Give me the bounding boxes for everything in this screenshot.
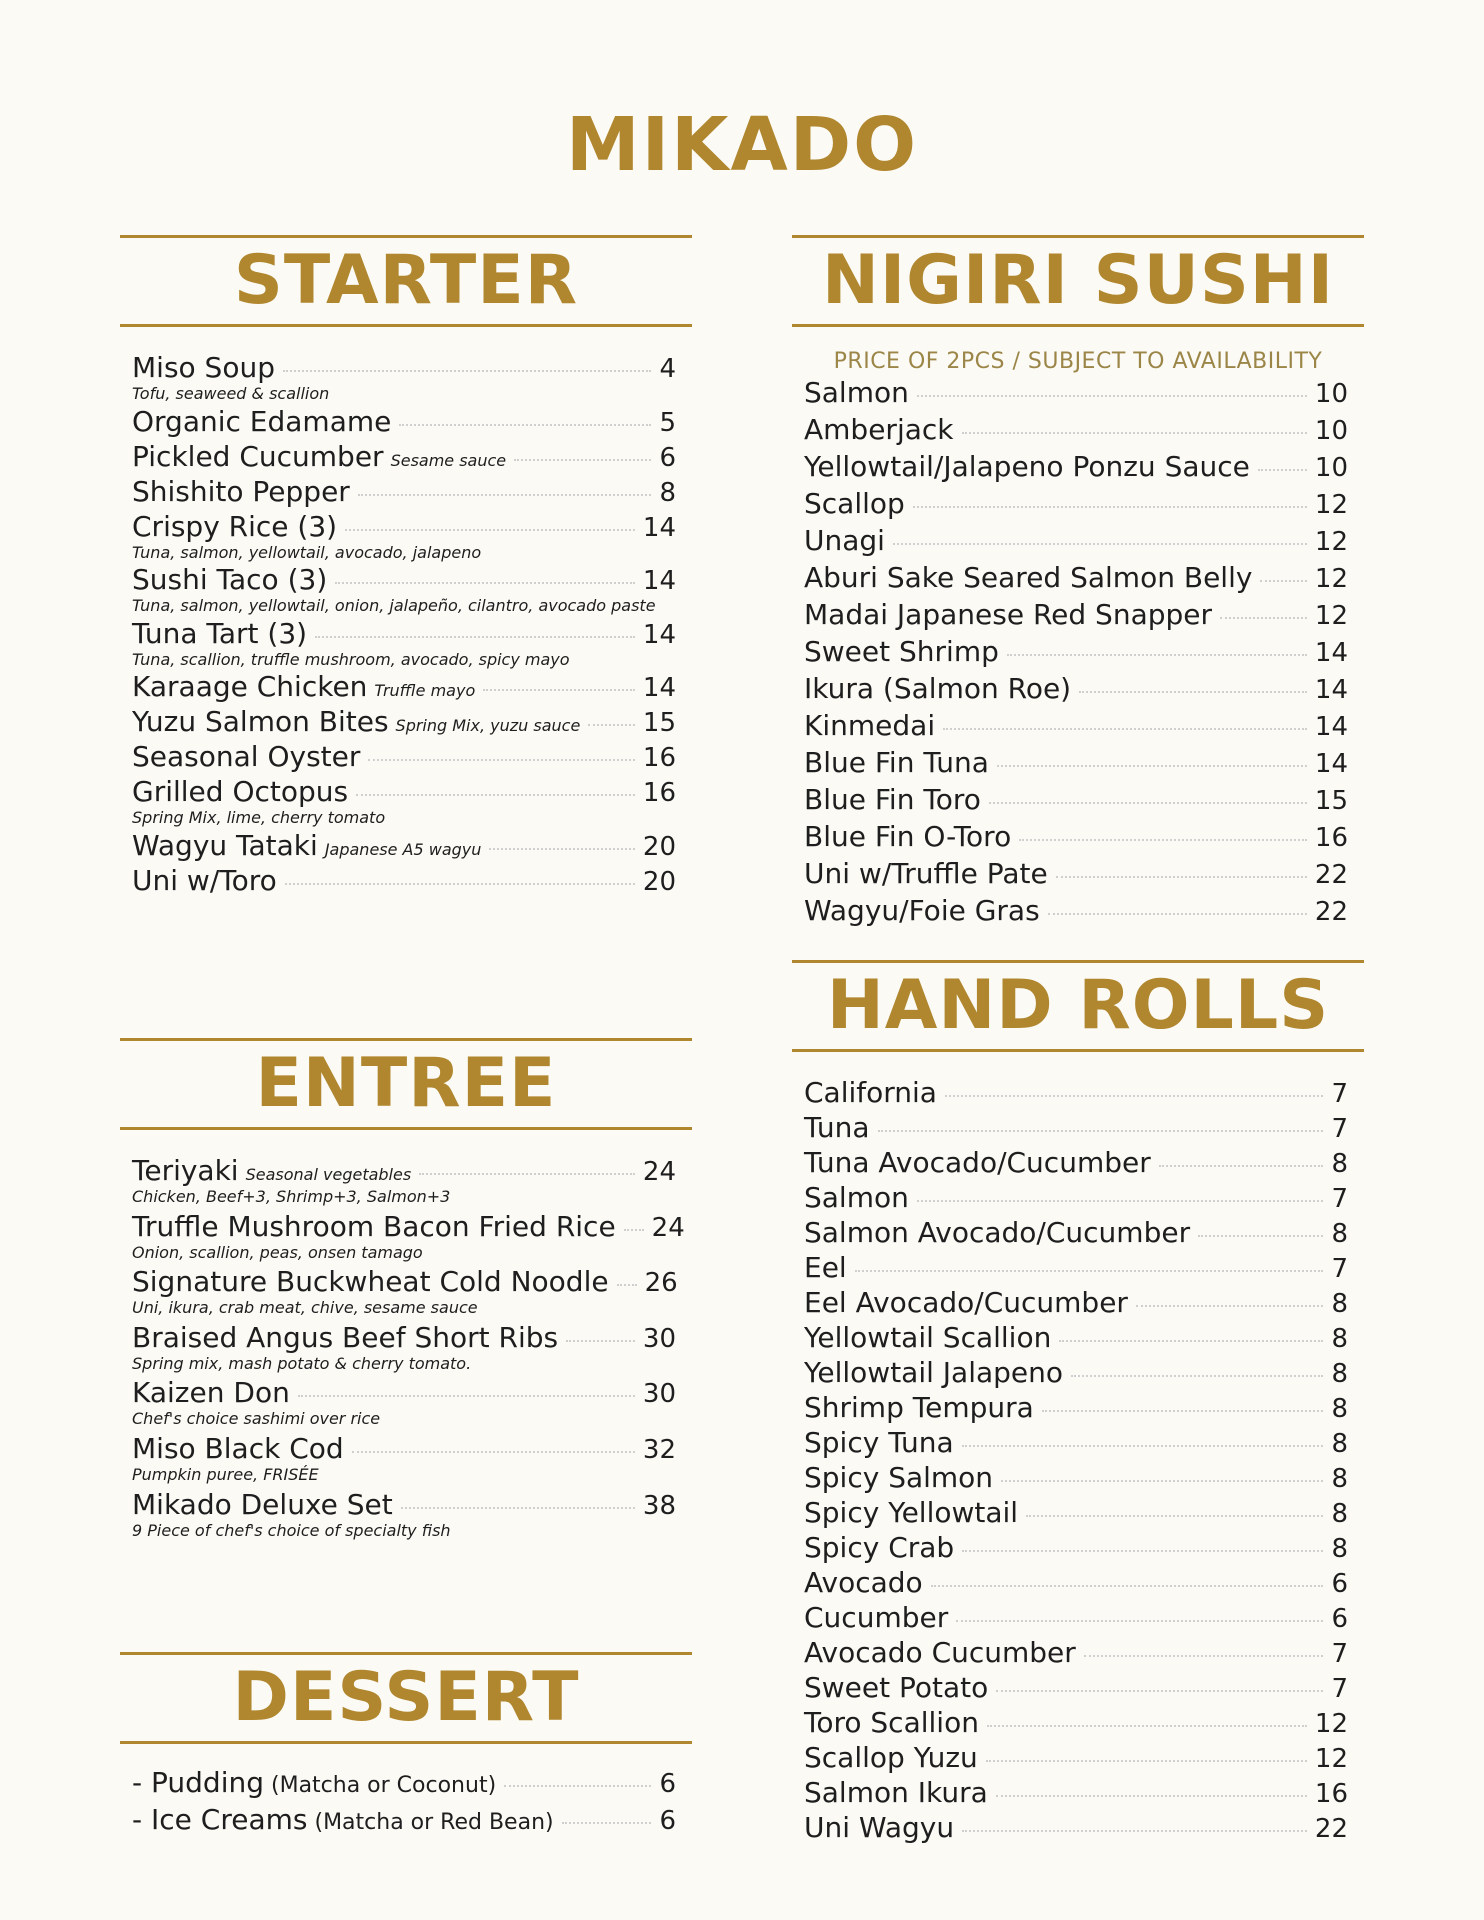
item-price: 6 — [659, 1769, 676, 1799]
item-description: Spring mix, mash potato & cherry tomato. — [132, 1353, 472, 1373]
dot-leader — [962, 1550, 1323, 1552]
dot-leader — [913, 506, 1307, 508]
dot-leader — [1007, 654, 1307, 656]
item-price: 8 — [1331, 1324, 1348, 1354]
dot-leader — [855, 1270, 1324, 1272]
menu-item — [804, 1743, 1348, 1774]
item-description: Tuna, salmon, yellowtail, onion, jalapeño, cilantro, avocado paste — [132, 596, 656, 616]
item-description: Tofu, seaweed & scallion — [132, 384, 330, 403]
menu-item — [804, 1673, 1348, 1704]
dot-leader — [285, 883, 635, 885]
dot-leader — [962, 1445, 1324, 1447]
item-price: 6 — [1331, 1569, 1348, 1599]
menu-item — [804, 1393, 1348, 1424]
menu-item — [804, 1498, 1348, 1529]
hand-rolls-header — [792, 960, 1364, 1052]
menu-item — [132, 474, 676, 508]
item-description: Onion, scallion, peas, onsen tamago — [132, 1242, 423, 1262]
menu-item — [804, 1778, 1348, 1809]
item-name: Sushi Taco (3) — [132, 563, 328, 597]
item-description: Pumpkin puree, FRISÉE — [132, 1464, 319, 1484]
dot-leader — [1059, 1340, 1323, 1342]
dot-leader — [962, 1830, 1307, 1832]
menu-item — [804, 748, 1348, 779]
dot-leader — [996, 1690, 1323, 1692]
item-price: 8 — [1331, 1359, 1348, 1389]
item-name: - Ice Creams — [132, 1803, 308, 1836]
item-name: Salmon Ikura — [804, 1776, 988, 1809]
menu-item — [804, 711, 1348, 742]
item-name: Scallop Yuzu — [804, 1741, 978, 1774]
dot-leader — [368, 759, 635, 761]
item-price: 14 — [642, 673, 676, 704]
item-inline-description: Spring Mix, yuzu sauce — [395, 716, 581, 736]
menu-item — [804, 1463, 1348, 1494]
menu-item — [132, 1805, 676, 1836]
item-description: Tuna, salmon, yellowtail, avocado, jalapeno — [132, 542, 482, 562]
dot-leader — [483, 689, 635, 691]
dot-leader — [401, 1507, 635, 1509]
item-price: 8 — [1331, 1464, 1348, 1494]
item-name: Organic Edamame — [132, 404, 392, 438]
item-description: Chef's choice sashimi over rice — [132, 1409, 381, 1429]
item-price: 4 — [659, 354, 676, 384]
menu-item — [804, 1568, 1348, 1599]
item-name: Miso Soup — [132, 351, 275, 384]
nigiri-subtitle: PRICE OF 2PCS / SUBJECT TO AVAILABILITY — [833, 349, 1323, 374]
dessert-items — [120, 1744, 692, 1836]
item-price: 7 — [1331, 1184, 1348, 1214]
dot-leader — [298, 1395, 635, 1397]
item-price: 12 — [1314, 601, 1348, 631]
item-price: 30 — [642, 1379, 676, 1410]
menu-item — [804, 1813, 1348, 1844]
menu-item — [804, 563, 1348, 594]
item-price: 14 — [1314, 712, 1348, 742]
menu-item — [804, 415, 1348, 446]
item-name: Mikado Deluxe Set — [132, 1487, 393, 1521]
dot-leader — [356, 794, 635, 796]
dot-leader — [335, 582, 635, 584]
dot-leader — [1048, 913, 1307, 915]
item-price: 7 — [1331, 1079, 1348, 1109]
starter-title: STARTER — [233, 241, 579, 320]
item-name: Aburi Sake Seared Salmon Belly — [804, 561, 1253, 594]
item-name: Tuna Tart (3) — [132, 616, 308, 650]
item-price: 7 — [1331, 1639, 1348, 1669]
dot-leader — [987, 1725, 1307, 1727]
item-name: Spicy Yellowtail — [804, 1496, 1019, 1529]
dot-leader — [893, 543, 1307, 545]
item-price: 12 — [1314, 1744, 1348, 1774]
dot-leader — [489, 848, 634, 850]
item-name: Shishito Pepper — [132, 474, 350, 508]
item-description: Tuna, scallion, truffle mushroom, avocado, spicy mayo — [132, 649, 570, 669]
item-name: Seasonal Oyster — [132, 740, 361, 774]
menu-item — [804, 1078, 1348, 1109]
item-name: - Pudding — [132, 1766, 264, 1799]
item-name: Amberjack — [804, 413, 954, 446]
menu-item — [804, 1428, 1348, 1459]
menu-item — [132, 1267, 676, 1317]
item-price: 15 — [642, 708, 676, 739]
item-name: Avocado Cucumber — [804, 1636, 1076, 1669]
menu-item — [132, 1431, 676, 1484]
menu-item — [804, 1708, 1348, 1739]
item-name: Pickled Cucumber — [132, 439, 384, 473]
item-price: 8 — [1331, 1149, 1348, 1179]
entree-header — [120, 1038, 692, 1130]
dot-leader — [996, 1795, 1307, 1797]
item-price: 12 — [1314, 1709, 1348, 1739]
dot-leader — [917, 395, 1307, 397]
dot-leader — [1056, 876, 1307, 878]
dot-leader — [1084, 1655, 1324, 1657]
item-description: Spring Mix, lime, cherry tomato — [132, 808, 386, 828]
item-price: 8 — [1331, 1394, 1348, 1424]
item-name: Cucumber — [804, 1601, 949, 1634]
dot-leader — [1026, 1515, 1323, 1517]
item-name: Spicy Tuna — [804, 1426, 954, 1459]
dot-leader — [1258, 469, 1307, 471]
dot-leader — [1079, 691, 1307, 693]
restaurant-title: MIKADO — [565, 102, 919, 188]
item-description: Uni, ikura, crab meat, chive, sesame sauce — [132, 1298, 478, 1318]
menu-item — [804, 1323, 1348, 1354]
item-price: 30 — [642, 1323, 676, 1354]
dot-leader — [1071, 1375, 1323, 1377]
dessert-title: DESSERT — [232, 1658, 580, 1737]
item-price: 32 — [642, 1434, 676, 1465]
item-name: Blue Fin Tuna — [804, 746, 989, 779]
hand-rolls-section — [792, 960, 1364, 1848]
dot-leader — [566, 1340, 635, 1342]
menu-item — [804, 674, 1348, 705]
dot-leader — [878, 1130, 1324, 1132]
item-price: 14 — [1314, 675, 1348, 705]
item-price: 6 — [659, 1806, 676, 1836]
item-name: Sweet Shrimp — [804, 635, 999, 668]
dot-leader — [1042, 1410, 1324, 1412]
item-price: 22 — [1314, 860, 1348, 890]
item-name: California — [804, 1076, 937, 1109]
nigiri-title: NIGIRI SUSHI — [821, 241, 1335, 320]
item-price: 14 — [1314, 749, 1348, 779]
item-name: Spicy Crab — [804, 1531, 955, 1564]
item-name: Signature Buckwheat Cold Noodle — [132, 1265, 609, 1299]
dot-leader — [1198, 1235, 1323, 1237]
dot-leader — [986, 1760, 1307, 1762]
item-name: Yuzu Salmon Bites — [132, 705, 389, 739]
item-price: 26 — [644, 1268, 678, 1299]
menu-item — [804, 1253, 1348, 1284]
menu-item — [804, 1218, 1348, 1249]
dot-leader — [1019, 839, 1307, 841]
item-name: Blue Fin O-Toro — [804, 820, 1012, 853]
item-price: 20 — [642, 866, 676, 897]
item-price: 38 — [642, 1490, 676, 1521]
item-name: Yellowtail Scallion — [804, 1321, 1052, 1354]
hand-rolls-title: HAND ROLLS — [826, 966, 1330, 1045]
dot-leader — [1159, 1165, 1324, 1167]
item-price: 8 — [1331, 1429, 1348, 1459]
menu-item — [132, 439, 676, 473]
menu-item — [132, 707, 676, 738]
item-price: 10 — [1314, 379, 1348, 409]
item-price: 15 — [1314, 786, 1348, 816]
dot-leader — [989, 802, 1307, 804]
nigiri-header — [792, 235, 1364, 327]
item-name: Wagyu/Foie Gras — [804, 894, 1040, 927]
menu-item — [804, 1638, 1348, 1669]
dot-leader — [997, 765, 1307, 767]
item-price: 7 — [1331, 1674, 1348, 1704]
item-name: Spicy Salmon — [804, 1461, 994, 1494]
menu-item — [804, 859, 1348, 890]
item-name: Salmon — [804, 376, 909, 409]
item-name: Karaage Chicken — [132, 670, 368, 704]
item-price: 16 — [642, 778, 676, 809]
dot-leader — [624, 1229, 644, 1231]
item-name: Madai Japanese Red Snapper — [804, 598, 1213, 631]
dot-leader — [956, 1620, 1323, 1622]
item-price: 12 — [1314, 490, 1348, 520]
item-price: 14 — [642, 619, 676, 650]
item-name: Uni Wagyu — [804, 1811, 955, 1844]
item-name: Eel — [804, 1251, 847, 1284]
menu-item — [804, 785, 1348, 816]
item-price: 12 — [1314, 564, 1348, 594]
item-name: Tuna — [804, 1111, 870, 1144]
entree-items — [120, 1130, 692, 1539]
menu-item — [804, 1358, 1348, 1389]
dot-leader — [419, 1173, 635, 1175]
menu-item — [804, 1113, 1348, 1144]
item-name: Kaizen Don — [132, 1376, 290, 1410]
item-name: Scallop — [804, 487, 905, 520]
item-name: Miso Black Cod — [132, 1431, 344, 1465]
menu-item — [804, 1148, 1348, 1179]
dot-leader — [1001, 1480, 1323, 1482]
item-name: Truffle Mushroom Bacon Fried Rice — [132, 1209, 616, 1243]
menu-item — [132, 863, 676, 897]
dot-leader — [504, 1785, 651, 1787]
item-price: 10 — [1314, 416, 1348, 446]
item-price: 7 — [1331, 1114, 1348, 1144]
dot-leader — [945, 1095, 1323, 1097]
item-inline-description: Seasonal vegetables — [245, 1165, 412, 1184]
dot-leader — [315, 636, 635, 638]
menu-item — [804, 489, 1348, 520]
item-price: 7 — [1331, 1254, 1348, 1284]
dot-leader — [1260, 580, 1306, 582]
entree-section — [120, 1038, 692, 1545]
dot-leader — [617, 1284, 637, 1286]
item-price: 8 — [1331, 1499, 1348, 1529]
item-price: 16 — [1314, 823, 1348, 853]
dot-leader — [962, 432, 1307, 434]
item-name: Eel Avocado/Cucumber — [804, 1286, 1128, 1319]
item-price: 16 — [1314, 1779, 1348, 1809]
item-name: Salmon Avocado/Cucumber — [804, 1216, 1191, 1249]
nigiri-items — [792, 378, 1364, 927]
item-name: Yellowtail/Jalapeno Ponzu Sauce — [804, 450, 1250, 483]
menu-item — [132, 1768, 676, 1799]
item-price: 6 — [659, 442, 676, 473]
item-price: 8 — [1331, 1534, 1348, 1564]
menu-item — [804, 1288, 1348, 1319]
menu-item — [804, 378, 1348, 409]
item-name: Sweet Potato — [804, 1671, 989, 1704]
item-inline-description: Truffle mayo — [374, 681, 476, 701]
menu-item — [132, 509, 676, 562]
menu-item — [132, 1378, 676, 1428]
item-name: Teriyaki — [132, 1154, 239, 1187]
item-name: Wagyu Tataki — [132, 828, 318, 862]
menu-item — [804, 1533, 1348, 1564]
item-name: Kinmedai — [804, 709, 936, 742]
menu-item — [804, 452, 1348, 483]
item-name: Tuna Avocado/Cucumber — [804, 1146, 1151, 1179]
dot-leader — [931, 1585, 1324, 1587]
menu-item — [132, 742, 676, 773]
menu-item — [804, 637, 1348, 668]
item-flavor-options: (Matcha or Coconut) — [271, 1773, 497, 1798]
menu-item — [132, 828, 676, 862]
dot-leader — [514, 459, 651, 461]
item-price: 10 — [1314, 453, 1348, 483]
item-name: Avocado — [804, 1566, 923, 1599]
item-name: Uni w/Truffle Pate — [804, 857, 1048, 890]
item-price: 22 — [1314, 1814, 1348, 1844]
item-name: Ikura (Salmon Roe) — [804, 672, 1072, 705]
item-description: Chicken, Beef+3, Shrimp+3, Salmon+3 — [132, 1187, 451, 1206]
item-price: 6 — [1331, 1604, 1348, 1634]
item-price: 24 — [651, 1212, 685, 1243]
dot-leader — [352, 1451, 635, 1453]
dot-leader — [1220, 617, 1307, 619]
item-name: Yellowtail Jalapeno — [804, 1356, 1064, 1389]
item-price: 20 — [642, 831, 676, 862]
dot-leader — [358, 494, 652, 496]
starter-section — [120, 235, 692, 901]
menu-item — [132, 353, 676, 403]
item-name: Crispy Rice (3) — [132, 509, 338, 543]
menu-item — [132, 1209, 685, 1262]
item-price: 14 — [642, 512, 676, 543]
dot-leader — [399, 424, 651, 426]
item-name: Toro Scallion — [804, 1706, 979, 1739]
menu-item — [132, 672, 676, 703]
menu-item — [804, 1183, 1348, 1214]
menu-item — [132, 404, 676, 438]
dot-leader — [345, 529, 635, 531]
menu-item — [132, 1487, 676, 1540]
dessert-header — [120, 1652, 692, 1744]
item-price: 8 — [1331, 1289, 1348, 1319]
item-description: 9 Piece of chef's choice of specialty fish — [132, 1520, 451, 1540]
item-price: 8 — [1331, 1219, 1348, 1249]
dot-leader — [562, 1822, 652, 1824]
menu-item — [132, 1320, 676, 1373]
menu-item — [804, 600, 1348, 631]
menu-item — [804, 896, 1348, 927]
item-name: Salmon — [804, 1181, 909, 1214]
dot-leader — [943, 728, 1307, 730]
menu-item — [132, 777, 676, 827]
dot-leader — [1136, 1305, 1324, 1307]
item-inline-description: Sesame sauce — [390, 450, 507, 470]
item-name: Braised Angus Beef Short Ribs — [132, 1320, 559, 1354]
menu-item — [132, 565, 676, 615]
dessert-section — [120, 1652, 692, 1842]
menu-item — [804, 526, 1348, 557]
item-price: 8 — [659, 477, 676, 508]
item-price: 24 — [642, 1157, 676, 1187]
starter-header — [120, 235, 692, 327]
menu-item — [804, 1603, 1348, 1634]
item-name: Shrimp Tempura — [804, 1391, 1034, 1424]
item-price: 12 — [1314, 527, 1348, 557]
hand-rolls-items — [792, 1052, 1364, 1844]
item-name: Uni w/Toro — [132, 863, 277, 897]
nigiri-section — [792, 235, 1364, 933]
entree-title: ENTREE — [255, 1044, 557, 1123]
item-price: 5 — [659, 407, 676, 438]
item-name: Blue Fin Toro — [804, 783, 981, 816]
item-price: 14 — [642, 566, 676, 597]
item-flavor-options: (Matcha or Red Bean) — [314, 1810, 554, 1835]
menu-item — [132, 1156, 676, 1206]
item-inline-description: Japanese A5 wagyu — [324, 839, 482, 859]
dot-leader — [588, 724, 635, 726]
dot-leader — [917, 1200, 1324, 1202]
item-name: Unagi — [804, 524, 885, 557]
item-price: 14 — [1314, 638, 1348, 668]
menu-item — [132, 616, 676, 669]
dot-leader — [283, 370, 651, 372]
item-price: 16 — [642, 743, 676, 774]
menu-item — [804, 822, 1348, 853]
item-price: 22 — [1314, 897, 1348, 927]
item-name: Grilled Octopus — [132, 775, 349, 809]
starter-items — [120, 327, 692, 897]
